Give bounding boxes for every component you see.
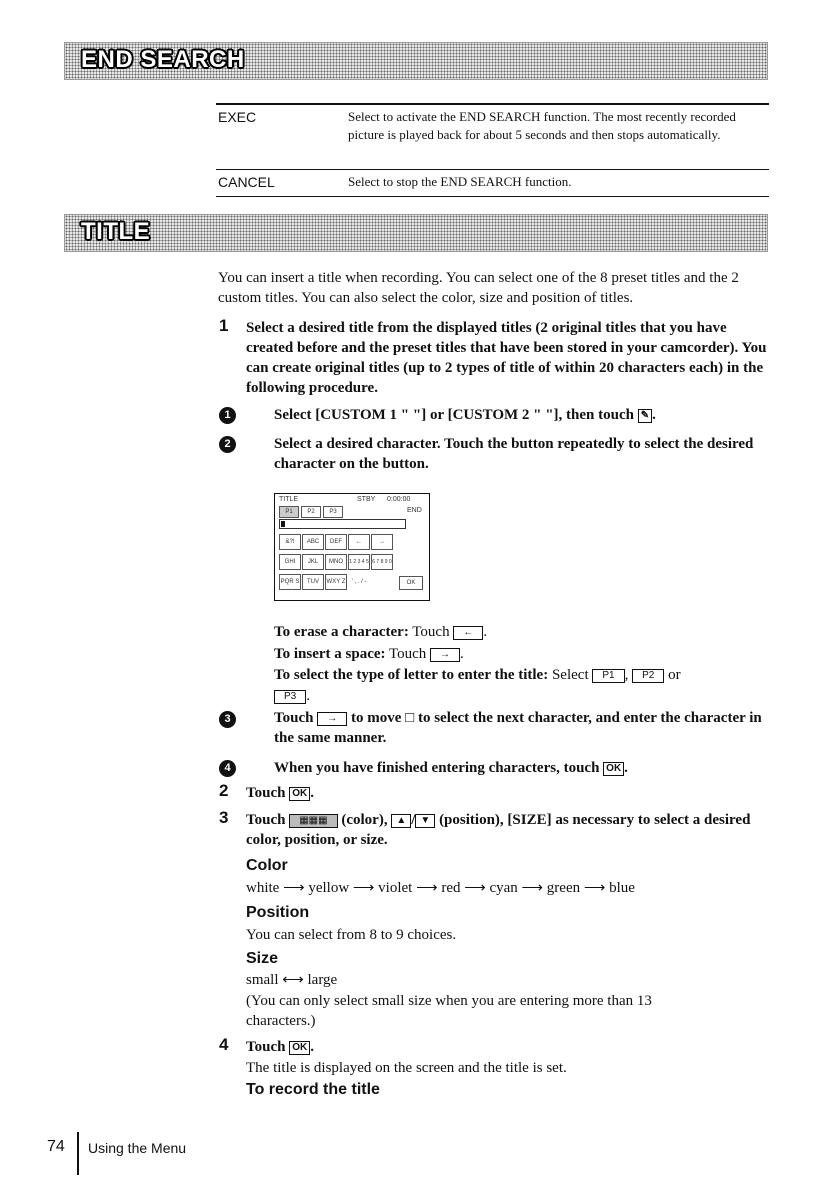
period: . [310, 785, 314, 801]
char-key: WXY Z [325, 574, 347, 590]
table-top-rule [216, 103, 769, 105]
symbol-key: ' , . / - [348, 574, 370, 590]
color-sequence: white ⟶ yellow ⟶ violet ⟶ red ⟶ cyan ⟶ green ⟶ blue [246, 880, 635, 896]
char-key: TUV [302, 574, 324, 590]
record-title-heading: To record the title [246, 1081, 380, 1098]
screen-title: TITLE [279, 496, 299, 503]
color-palette-icon: ▦▦▦ [289, 814, 337, 828]
space-text: Touch [389, 646, 427, 662]
char-key: DEF [325, 534, 347, 550]
period: . [310, 1039, 314, 1055]
substep-4-text: When you have finished entering characters, touch [274, 760, 600, 776]
table-row-rule [216, 169, 769, 170]
table-row-key: CANCEL [218, 174, 275, 190]
step-3-a: Touch [246, 812, 286, 828]
back-arrow-key: ← [348, 534, 370, 550]
tab-p3: P3 [323, 506, 343, 518]
period: . [483, 624, 488, 640]
table-row-key: EXEC [218, 109, 257, 125]
step-2-text: Touch [246, 785, 286, 801]
char-key: MNO [325, 554, 347, 570]
p3-button: P3 [274, 690, 306, 704]
table-row-desc: Select to stop the END SEARCH function. [348, 174, 572, 189]
section-name: Using the Menu [88, 1140, 187, 1156]
substep-3 [274, 708, 774, 748]
type-line [274, 665, 774, 707]
tab-p2: P2 [301, 506, 321, 518]
substep-3-c: to select the next character, and enter the character in the same manner. [274, 710, 762, 746]
size-note: (You can only select small size when you are entering more than 13 characters.) [246, 993, 652, 1029]
step-4 [246, 1037, 776, 1057]
number-key: 6 7 8 9 0 [371, 554, 393, 570]
step-4-desc: The title is displayed on the screen and the title is set. [246, 1060, 567, 1076]
period: . [306, 688, 310, 704]
step-3-c: (position), [SIZE] as necessary to select a desired color, position, or size. [246, 812, 751, 848]
substep-number: 2 [219, 436, 236, 453]
ok-icon: OK [289, 1041, 310, 1055]
substep-number: 4 [219, 760, 236, 777]
p1-button: P1 [592, 669, 624, 683]
step-number: 1 [219, 316, 229, 335]
step-4-text: Touch [246, 1039, 286, 1055]
char-key: JKL [302, 554, 324, 570]
erase-line [274, 622, 774, 642]
color-heading: Color [246, 857, 288, 874]
table-row-desc: Select to activate the END SEARCH function. The most recently recorded picture is played back for about 5 seconds and then stops automatically. [348, 109, 736, 142]
char-key: ABC [302, 534, 324, 550]
title-section-title: TITLE [81, 218, 151, 245]
size-heading: Size [246, 950, 279, 967]
size-text: small ⟷ large [246, 972, 338, 988]
forward-arrow-icon: → [430, 648, 460, 662]
char-key: GHI [279, 554, 301, 570]
position-text: You can select from 8 to 9 choices. [246, 927, 457, 943]
cursor-block [281, 521, 285, 527]
step-number: 2 [219, 781, 229, 800]
screen-end: END [407, 507, 422, 514]
down-arrow-icon: ▼ [415, 814, 435, 828]
step-number: 3 [219, 808, 229, 827]
substep-1 [274, 405, 774, 425]
number-key: 1 2 3 4 5 [348, 554, 370, 570]
period: . [624, 760, 628, 776]
position-heading: Position [246, 904, 310, 921]
substep-1-text: Select [CUSTOM 1 " "] or [CUSTOM 2 " "], then touch [274, 407, 634, 423]
p2-button: P2 [632, 669, 664, 683]
intro-paragraph: You can insert a title when recording. You can select one of the 8 preset titles and the 2 custom titles. You can also select the color, size and position of titles. [218, 270, 739, 306]
erase-label: To erase a character: [274, 624, 409, 640]
type-text: Select [551, 667, 589, 683]
substep-3-b: to move [350, 710, 402, 726]
comma: , [624, 667, 629, 683]
space-label: To insert a space: [274, 646, 386, 662]
type-label: To select the type of letter to enter the title: [274, 667, 549, 683]
back-arrow-icon: ← [453, 626, 483, 640]
char-key: &?! [279, 534, 301, 550]
title-banner [64, 214, 768, 252]
tab-p1: P1 [279, 506, 299, 518]
forward-arrow-icon: → [317, 712, 347, 726]
slash: / [411, 812, 416, 828]
screen-time: 0:00:00 [387, 496, 411, 503]
period: . [652, 407, 656, 423]
char-key: PQR S [279, 574, 301, 590]
ok-key: OK [399, 576, 423, 590]
table-bottom-rule [216, 196, 769, 197]
step-3-b: (color), [341, 812, 388, 828]
step-2 [246, 783, 776, 803]
ok-icon: OK [289, 787, 310, 801]
or-text: or [668, 667, 681, 683]
period: . [460, 646, 464, 662]
footer-divider [77, 1132, 79, 1175]
cursor-box-icon: □ [405, 710, 415, 726]
up-arrow-icon: ▲ [391, 814, 411, 828]
ok-icon: OK [603, 762, 624, 776]
step-number: 4 [219, 1035, 229, 1054]
forward-arrow-key: → [371, 534, 393, 550]
screen-status: STBY [357, 496, 376, 503]
pen-icon: ✎ [638, 409, 652, 423]
step-1-text: Select a desired title from the displayed titles (2 original titles that you have created before and the preset titles that have been stored in your camcorder). You can create original titles (up to 2 types of title of within 20 characters each) in the following procedure. [246, 320, 767, 396]
end-search-banner [64, 42, 768, 80]
space-line [274, 644, 774, 664]
title-entry-screen [274, 493, 430, 601]
end-search-title: END SEARCH [81, 46, 245, 73]
step-3 [246, 810, 776, 850]
title-entry-field [279, 519, 406, 529]
page-number: 74 [47, 1138, 65, 1155]
substep-4 [274, 758, 774, 778]
substep-number: 3 [219, 711, 236, 728]
substep-2-text: Select a desired character. Touch the button repeatedly to select the desired character on the button. [274, 436, 754, 472]
substep-3-a: Touch [274, 710, 314, 726]
substep-number: 1 [219, 407, 236, 424]
erase-text: Touch [412, 624, 450, 640]
